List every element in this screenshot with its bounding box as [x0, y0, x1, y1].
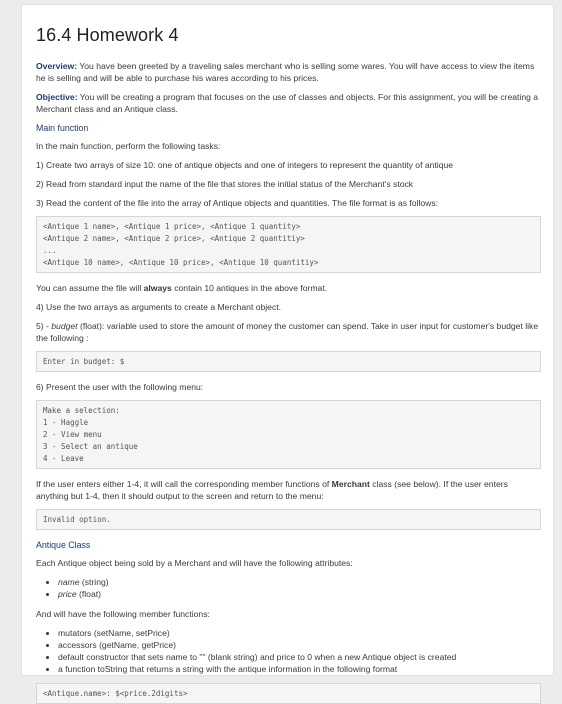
objective-text: You will be creating a program that focuses on the use of classes and objects. For this assignment, you will be creating a Merchant class and an Antique class.	[36, 92, 539, 114]
function-list	[36, 627, 541, 675]
attr-name: name	[58, 577, 80, 587]
budget-prompt-code: Enter in budget: $	[36, 351, 541, 372]
list-item: • accessors (getName, getPrice)	[58, 639, 541, 651]
if-paragraph	[36, 478, 541, 502]
attr-type: (float)	[76, 589, 101, 599]
menu-code: Make a selection: 1 - Haggle 2 - View menu 3 - Select an antique 4 - Leave	[36, 400, 541, 469]
if-pre: If the user enters either 1-4, it will call the corresponding member functions of	[36, 479, 332, 489]
antique-class-intro: Each Antique object being sold by a Merchant and will have the following attributes:	[36, 558, 353, 568]
step-4: 4) Use the two arrays as arguments to create a Merchant object.	[36, 302, 282, 312]
assume-bold: always	[143, 283, 172, 293]
objective-paragraph	[36, 91, 541, 115]
antique-class-heading: Antique Class	[36, 540, 91, 550]
list-item	[58, 576, 541, 588]
list-item: • mutators (setName, setPrice)	[58, 627, 541, 639]
step-6: 6) Present the user with the following menu:	[36, 382, 204, 392]
step-5	[36, 320, 541, 344]
attr-name: price	[58, 589, 77, 599]
objective-label: Objective:	[36, 92, 78, 102]
content-card	[21, 4, 554, 698]
assume-paragraph	[36, 282, 541, 294]
list-item: • a function toString that returns a string with the antique information in the following format	[58, 663, 541, 675]
page-title: 16.4 Homework 4	[36, 25, 179, 45]
attr-type: (string)	[79, 577, 109, 587]
attribute-list	[36, 576, 541, 600]
step-3: 3) Read the content of the file into the array of Antique objects and quantities. The file format is as follows:	[36, 198, 439, 208]
list-item	[58, 588, 541, 600]
overview-text: You have been greeted by a traveling sales merchant who is selling some wares. You will have access to view the items he is selling and will be able to purchase his wares according to his prices.	[36, 61, 535, 83]
step-5-post: (float): variable used to store the amount of money the customer can spend. Take in user input for customer's budget like the following :	[36, 321, 539, 343]
functions-intro: And will have the following member functions:	[36, 609, 210, 619]
assume-post: contain 10 antiques in the above format.	[171, 283, 328, 293]
tostring-format-code: <Antique.name>: $<price.2digits>	[36, 683, 541, 704]
if-post: class (see below). If the user enters anything but 1-4, then it should output to the screen and return to the menu:	[36, 479, 508, 501]
step-5-em: budget	[51, 321, 78, 331]
main-function-intro: In the main function, perform the following tasks:	[36, 141, 221, 151]
overview-paragraph	[36, 60, 541, 84]
list-item: • default constructor that sets name to "" (blank string) and price to 0 when a new Antique object is created	[58, 651, 541, 663]
step-5-pre: 5) -	[36, 321, 52, 331]
overview-label: Overview:	[36, 61, 78, 71]
step-1: 1) Create two arrays of size 10: one of antique objects and one of integers to represent the quantity of antique	[36, 160, 454, 170]
main-function-heading: Main function	[36, 123, 89, 133]
if-bold: Merchant	[331, 479, 370, 489]
step-2: 2) Read from standard input the name of the file that stores the initial status of the Merchant's stock	[36, 179, 414, 189]
invalid-option-code: Invalid option.	[36, 509, 541, 530]
file-format-code: <Antique 1 name>, <Antique 1 price>, <Antique 1 quantity> <Antique 2 name>, <Antique 2 price>, <Antique 2 quantitiy> ... <Antique 10 name>, <Antique 10 price>, <Antique 10 quantitiy>	[36, 216, 541, 273]
assume-pre: You can assume the file will	[36, 283, 144, 293]
